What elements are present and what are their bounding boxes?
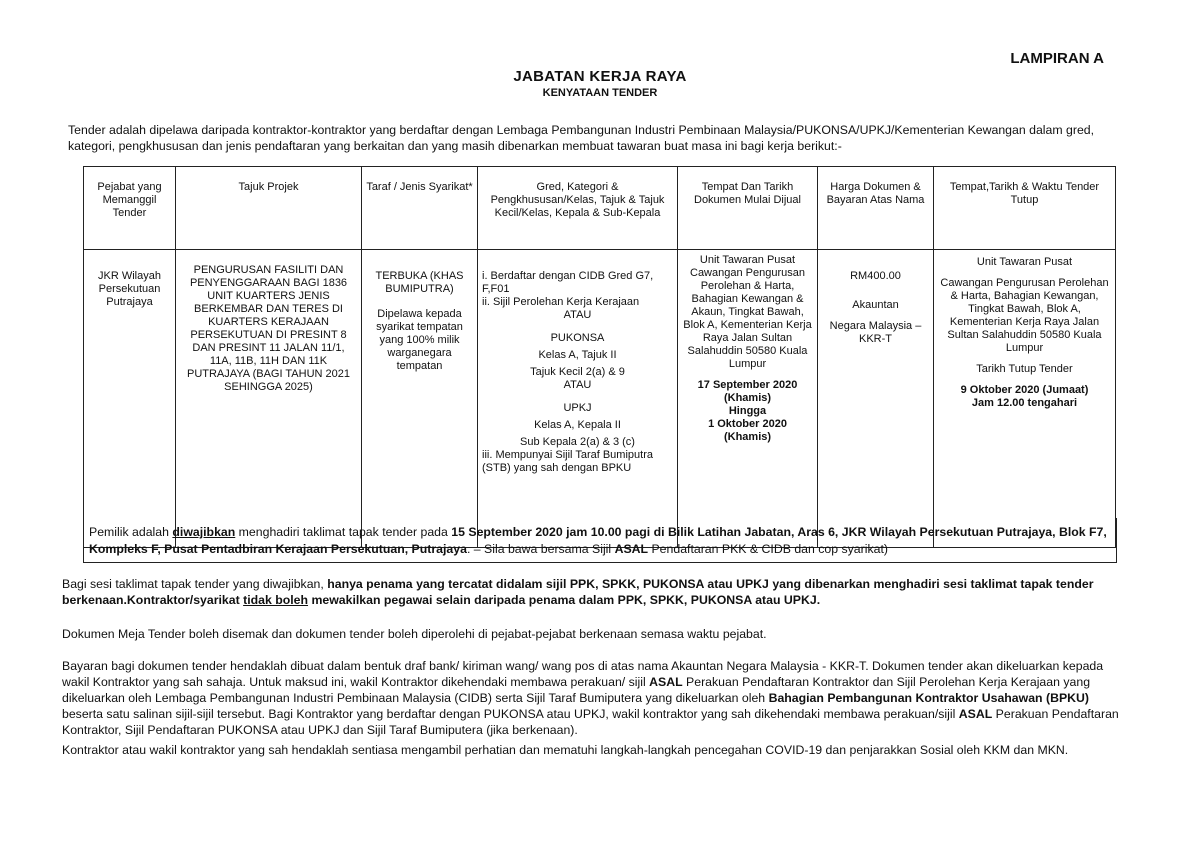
note-asal: ASAL bbox=[614, 542, 649, 556]
harga-dokumen: RM400.00 bbox=[850, 270, 901, 282]
header-tempat-tutup: Tempat,Tarikh & Waktu Tender Tutup bbox=[934, 167, 1116, 250]
taraf-jenis: TERBUKA (KHAS BUMIPUTRA) bbox=[375, 270, 464, 295]
cell-harga bbox=[818, 250, 934, 548]
gred-item-1: i. Berdaftar dengan CIDB Gred G7, F,F01 bbox=[482, 270, 654, 295]
header-harga: Harga Dokumen & Bayaran Atas Nama bbox=[818, 167, 934, 250]
header-tempat-dokumen: Tempat Dan Tarikh Dokumen Mulai Dijual bbox=[678, 167, 818, 250]
table-header-row bbox=[84, 167, 1116, 250]
bayaran-nama: Negara Malaysia – KKR-T bbox=[829, 320, 922, 345]
note-wajib: diwajibkan bbox=[172, 525, 236, 539]
para1-b: hanya penama yang tercatat didalam sijil PPK, SPKK, PUKONSA atau UPKJ yang dibenarkan menghadiri sesi taklimat tapak tender berkenaan.Kontraktor/syarikat bbox=[62, 577, 1094, 607]
table-row bbox=[84, 250, 1116, 548]
tarikh-tutup: 9 Oktober 2020 (Jumaat) bbox=[960, 384, 1089, 396]
gred-item-3: iii. Mempunyai Sijil Taraf Bumiputra (STB) yang sah dengan BPKU bbox=[482, 449, 653, 474]
para3-c: Perakuan Pendaftaran Kontraktor dan Sijil Perolehan Kerja Kerajaan yang dikeluarkan oleh Lembaga Pembangunan Industri Pembinaan Malaysia (CIDB) serta Sijil Taraf Bumiputera yang dikeluarkan oleh bbox=[62, 675, 1091, 705]
para1-d: mewakilkan pegawai selain daripada penama dalam PPK, SPKK, PUKONSA atau UPKJ. bbox=[308, 593, 821, 607]
para3-a: Bayaran bagi dokumen tender hendaklah dibuat dalam bentuk draf bank/ kiriman wang/ wang pos di atas nama Akauntan Negara Malaysia - KKR-T. Dokumen tender akan dikeluarkan kepada wakil Kontraktor yang sah sahaja. Untuk maksud ini, wakil Kontraktor dikehendaki membawa perakuan/ sijil bbox=[62, 659, 1104, 689]
para3-d: Bahagian Pembangunan Kontraktor Usahawan (BPKU) bbox=[768, 691, 1090, 705]
gred-pukonsa-tajuk: Tajuk Kecil 2(a) & 9 bbox=[530, 366, 625, 378]
paragraph-bayaran bbox=[62, 658, 1120, 738]
paragraph-covid: Kontraktor atau wakil kontraktor yang sah hendaklah sentiasa mengambil perhatian dan mematuhi langkah-langkah pencegahan COVID-19 dan penjarakkan Sosial oleh KKM dan MKN. bbox=[62, 743, 1069, 757]
cell-taraf bbox=[362, 250, 478, 548]
hari-mula: (Khamis) bbox=[723, 392, 772, 404]
cell-tajuk: PENGURUSAN FASILITI DAN PENYENGGARAAN BAGI 1836 UNIT KUARTERS JENIS BERKEMBAR DAN TERES DI KUARTERS KERAJAAN PERSEKUTUAN DI PRESINT 8 DAN PRESINT 11 JALAN 11/1, 11A, 11B, 11H DAN 11K PUTRAJAYA (BAGI TAHUN 2021 SEHINGGA 2025) bbox=[176, 250, 362, 548]
note-text-4: Pendaftaran PKK & CIDB dan cop syarikat) bbox=[648, 542, 888, 556]
cell-tempat-dokumen bbox=[678, 250, 818, 548]
note-text-1: Pemilik adalah bbox=[89, 525, 173, 539]
intro-paragraph: Tender adalah dipelawa daripada kontraktor-kontraktor yang berdaftar dengan Lembaga Pembangunan Industri Pembinaan Malaysia/PUKONSA/UPKJ/Kementerian Kewangan dalam gred, kategori, pengkhususan dan jenis pendaftaran yang berkaitan dan yang masih dibenarkan membuat tawaran buat masa ini bagi kerja berikut:- bbox=[68, 123, 1095, 153]
header-gred: Gred, Kategori & Pengkhususan/Kelas, Tajuk & Tajuk Kecil/Kelas, Kepala & Sub-Kepala bbox=[478, 167, 678, 250]
note-text-3: . – Sila bawa bersama Sijil bbox=[466, 542, 615, 556]
briefing-note bbox=[83, 518, 1117, 563]
para3-b: ASAL bbox=[649, 675, 683, 689]
para1-a: Bagi sesi taklimat tapak tender yang diwajibkan, bbox=[62, 577, 328, 591]
jam-tutup: Jam 12.00 tengahari bbox=[971, 397, 1078, 409]
gred-item-2: ii. Sijil Perolehan Kerja Kerajaan bbox=[482, 296, 640, 308]
gred-atau-2: ATAU bbox=[563, 379, 592, 391]
document-title: JABATAN KERJA RAYA bbox=[513, 68, 687, 85]
note-tarikh-lokasi: 15 September 2020 jam 10.00 pagi di Bilik Latihan Jabatan, Aras 6, JKR Wilayah Persekutuan Putrajaya, Blok F7, Kompleks F, Pusat Pentadbiran Kerajaan Persekutuan, Putrajaya bbox=[89, 525, 1107, 556]
tempat-tutup-unit: Unit Tawaran Pusat bbox=[976, 256, 1073, 268]
tarikh-mula: 17 September 2020 bbox=[697, 379, 798, 391]
gred-pukonsa: PUKONSA bbox=[550, 332, 605, 344]
gred-atau-1: ATAU bbox=[563, 309, 592, 321]
gred-upkj: UPKJ bbox=[563, 402, 592, 414]
header-taraf: Taraf / Jenis Syarikat* bbox=[362, 167, 478, 250]
header-tajuk: Tajuk Projek bbox=[176, 167, 362, 250]
header-pejabat: Pejabat yang Memanggil Tender bbox=[84, 167, 176, 250]
appendix-label: LAMPIRAN A bbox=[1010, 50, 1104, 67]
cell-tempat-tutup bbox=[934, 250, 1116, 548]
cell-pejabat: JKR Wilayah Persekutuan Putrajaya bbox=[84, 250, 176, 548]
gred-upkj-sub: Sub Kepala 2(a) & 3 (c) bbox=[520, 436, 635, 448]
para3-e: beserta satu salinan sijil-sijil tersebut. Bagi Kontraktor yang berdaftar dengan PUKONSA atau UPKJ, wakil kontraktor yang sah dikehendaki membawa perakuan/sijil bbox=[62, 707, 959, 721]
paragraph-taklimat bbox=[62, 576, 1120, 608]
para3-g: Perakuan Pendaftaran Kontraktor, Sijil Pendaftaran PUKONSA atau UPKJ dan Sijil Taraf Bumiputera (jika berkenaan). bbox=[62, 707, 1119, 737]
tender-table bbox=[83, 166, 1116, 548]
tarikh-akhir: 1 Oktober 2020 bbox=[708, 418, 787, 430]
para3-f: ASAL bbox=[958, 707, 993, 721]
gred-upkj-kelas: Kelas A, Kepala II bbox=[534, 419, 621, 431]
hari-akhir: (Khamis) bbox=[723, 431, 772, 443]
note-text-2: menghadiri taklimat tapak tender pada bbox=[235, 525, 452, 539]
tempat-tutup-alamat: Cawangan Pengurusan Perolehan & Harta, Bahagian Kewangan, Tingkat Bawah, Blok A, Kementerian Kerja Raya Jalan Sultan Salahuddin 50580 Kuala Lumpur bbox=[940, 277, 1109, 354]
para1-c: tidak boleh bbox=[243, 593, 309, 607]
gred-pukonsa-kelas: Kelas A, Tajuk II bbox=[538, 349, 617, 361]
cell-gred bbox=[478, 250, 678, 548]
hingga-label: Hingga bbox=[728, 405, 767, 417]
taraf-syarat: Dipelawa kepada syarikat tempatan yang 100% milik warganegara tempatan bbox=[376, 308, 463, 372]
tarikh-tutup-label: Tarikh Tutup Tender bbox=[976, 363, 1073, 375]
paragraph-dokumen: Dokumen Meja Tender boleh disemak dan dokumen tender boleh diperolehi di pejabat-pejabat berkenaan semasa waktu pejabat. bbox=[62, 627, 767, 641]
document-subtitle: KENYATAAN TENDER bbox=[542, 87, 658, 99]
bayaran-label: Akauntan bbox=[852, 299, 899, 311]
tempat-dokumen-alamat: Unit Tawaran Pusat Cawangan Pengurusan Perolehan & Harta, Bahagian Kewangan & Akaun, Tingkat Bawah, Blok A, Kementerian Kerja Raya Jalan Sultan Salahuddin 50580 Kuala Lumpur bbox=[683, 254, 812, 370]
